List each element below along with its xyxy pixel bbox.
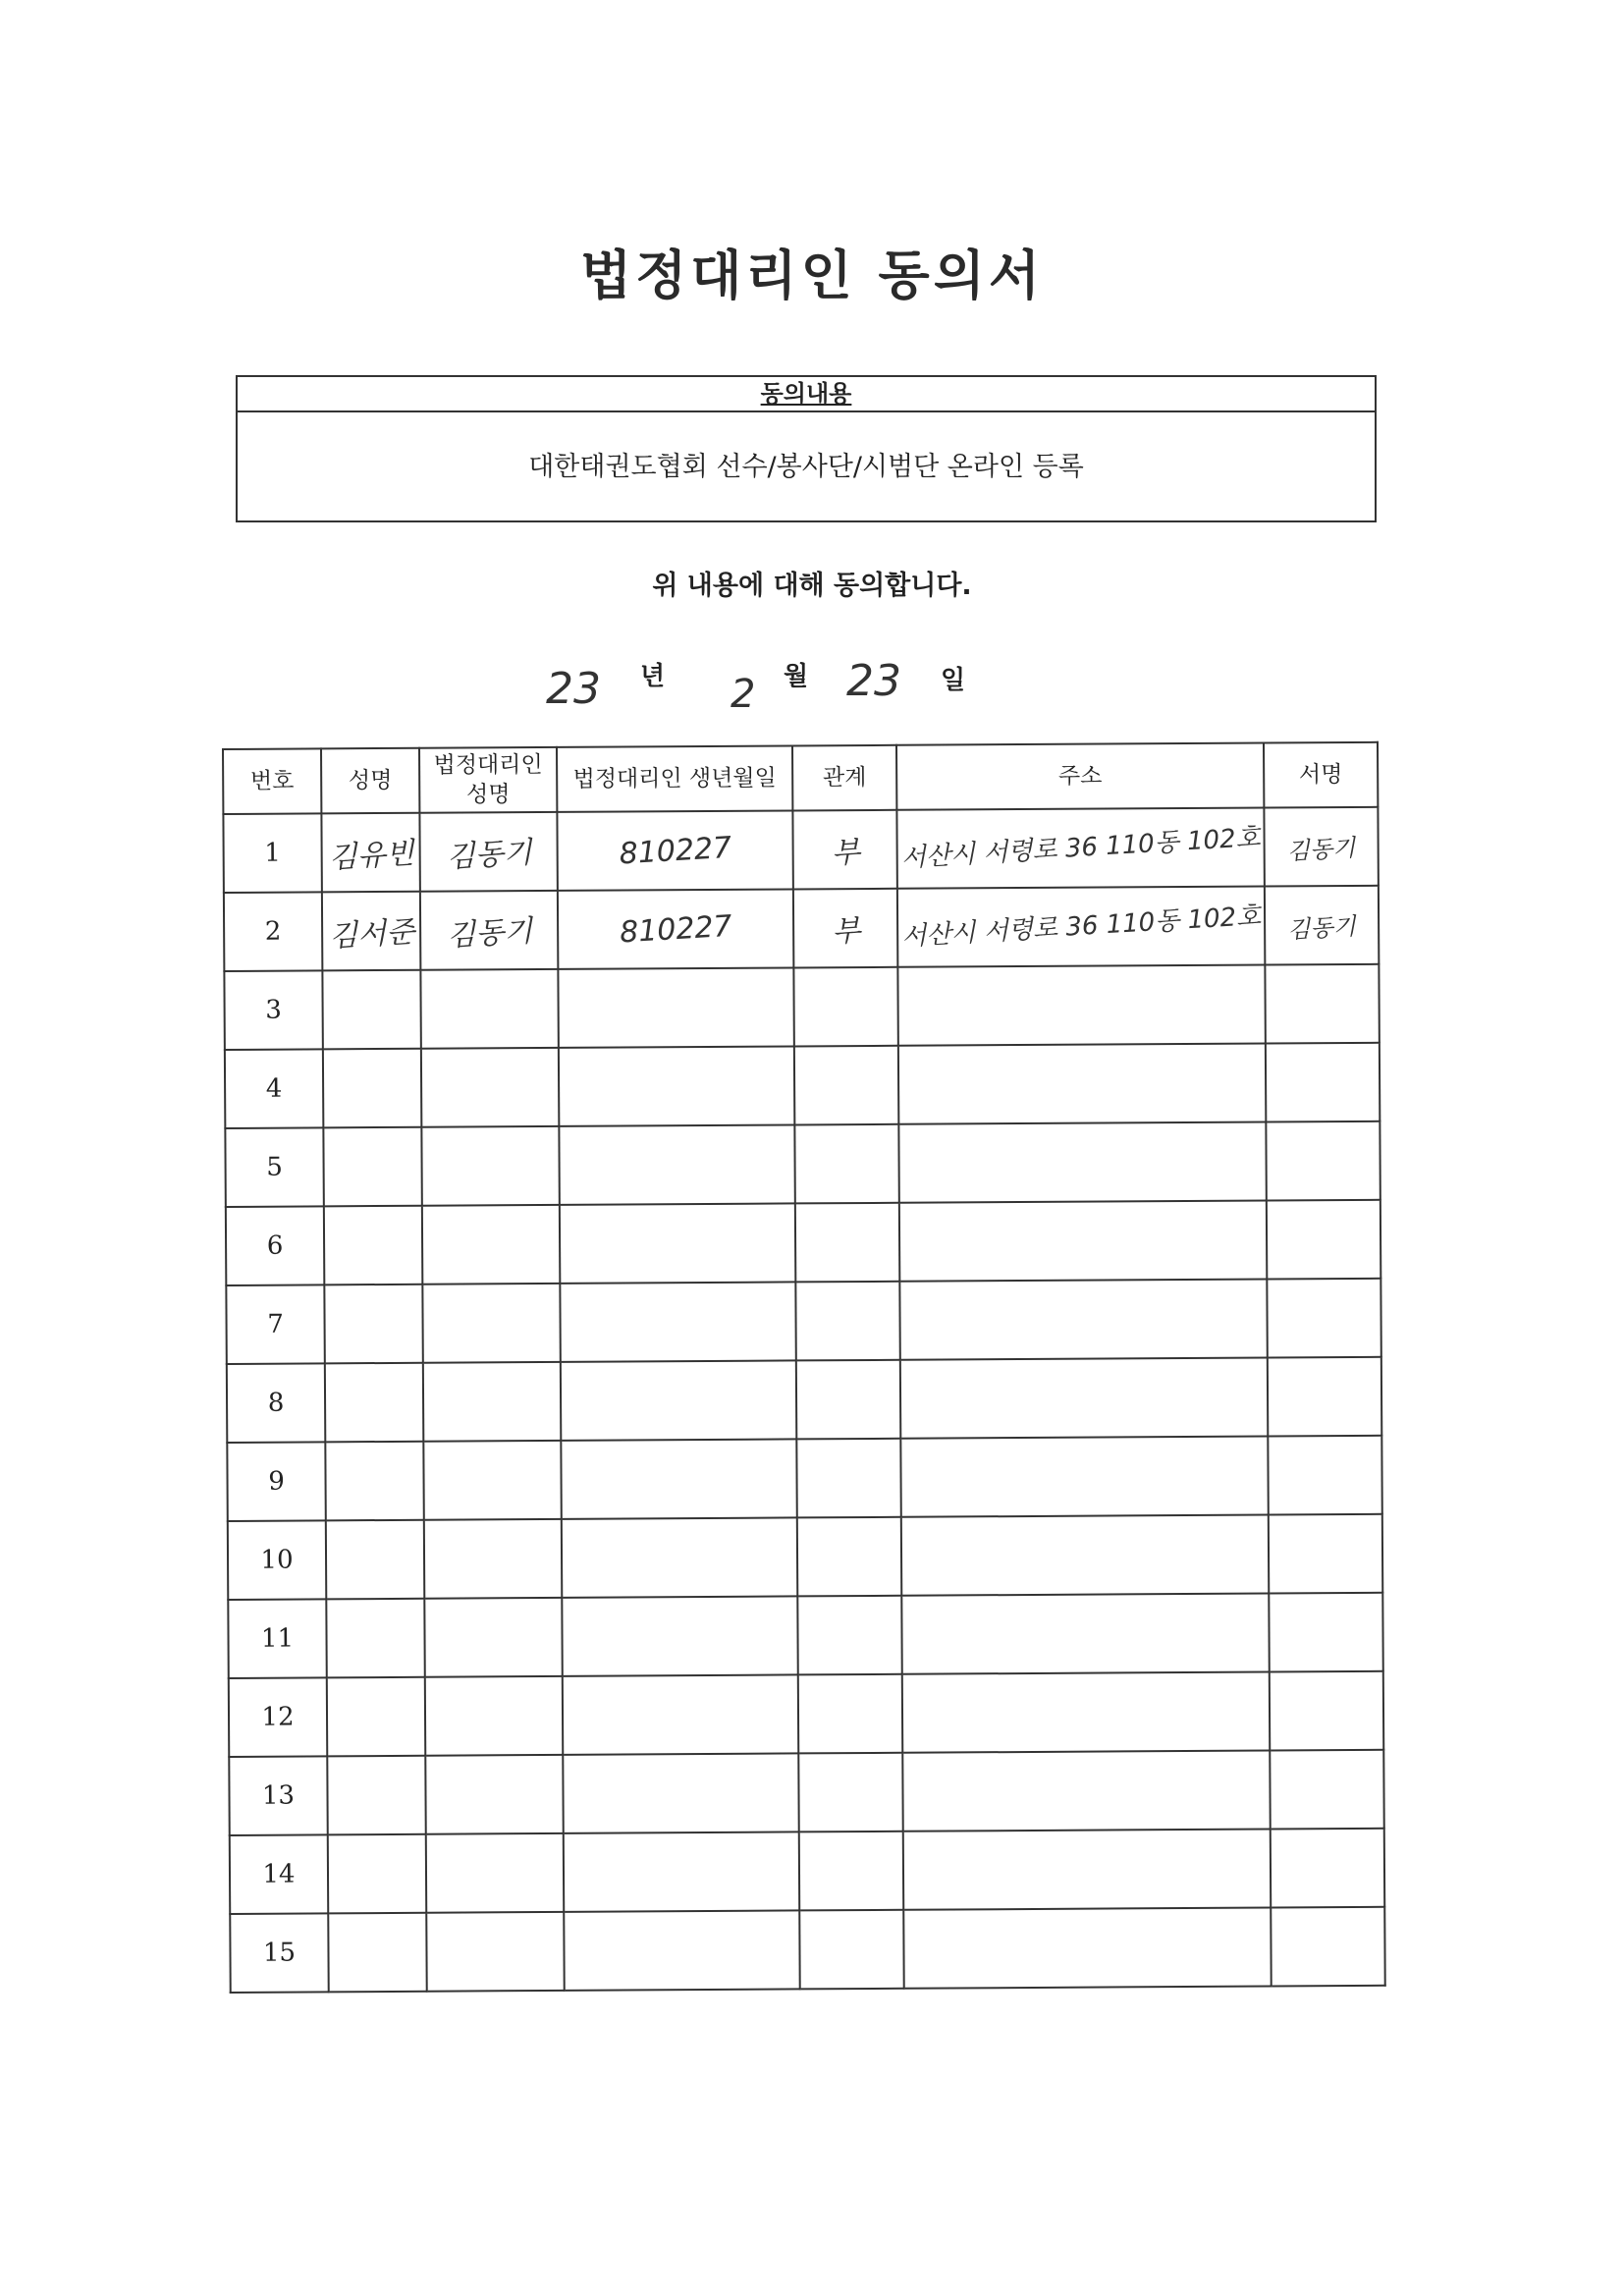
row-number: 7 [226, 1285, 324, 1364]
consent-box [236, 375, 1377, 522]
member-name: 김서준 [327, 914, 415, 955]
table-row [226, 1200, 1380, 1285]
col-header-signature: 서명 [1264, 742, 1378, 808]
day-label: 일 [941, 666, 966, 695]
month-label: 월 [784, 662, 809, 691]
date-year: 23 [546, 664, 601, 714]
agree-statement: 위 내용에 대해 동의합니다. [652, 571, 972, 601]
address: 서산시 서령로 36 110동 102호 [900, 901, 1262, 953]
row-number: 5 [225, 1127, 323, 1207]
table-row [223, 807, 1378, 893]
signature: 김동기 [1286, 911, 1357, 944]
row-number: 8 [227, 1363, 325, 1443]
row-number: 4 [225, 1049, 323, 1128]
col-header-relation: 관계 [792, 745, 896, 811]
address: 서산시 서령로 36 110동 102호 [899, 822, 1262, 874]
row-number: 10 [228, 1520, 326, 1600]
col-header-number: 번호 [223, 748, 321, 814]
table-row [228, 1593, 1382, 1678]
member-name: 김유빈 [327, 836, 415, 876]
signature: 김동기 [1286, 833, 1357, 865]
guardian-table [222, 741, 1386, 1994]
guardian-name: 김동기 [445, 913, 533, 954]
row-number: 14 [230, 1834, 328, 1914]
col-header-address: 주소 [896, 743, 1264, 810]
table-header-row [223, 742, 1378, 814]
table-row [229, 1671, 1383, 1757]
table-row [225, 1043, 1380, 1128]
table-row [224, 964, 1379, 1050]
date-day: 23 [846, 656, 901, 706]
row-number: 2 [224, 892, 322, 971]
row-number: 9 [227, 1442, 325, 1521]
table-row [224, 886, 1379, 971]
row-number: 3 [224, 970, 322, 1050]
col-header-guardian-name: 법정대리인 성명 [419, 747, 557, 813]
relation: 부 [830, 835, 861, 871]
consent-header: 동의내용 [760, 380, 852, 408]
consent-content: 대한태권도협회 선수/봉사단/시범단 온라인 등록 [528, 452, 1084, 482]
col-header-name: 성명 [321, 748, 419, 814]
row-number: 6 [226, 1206, 324, 1285]
table-row [230, 1829, 1384, 1914]
page-title: 법정대리인 동의서 [579, 245, 1045, 306]
row-number: 12 [229, 1677, 327, 1757]
table-row [228, 1514, 1382, 1600]
guardian-dob: 810227 [618, 830, 732, 871]
table-row [227, 1436, 1381, 1521]
guardian-name: 김동기 [445, 835, 533, 875]
table-row [225, 1121, 1380, 1207]
table-row [227, 1357, 1381, 1443]
table-row [226, 1279, 1380, 1364]
year-label: 년 [640, 662, 666, 691]
date-month: 2 [731, 672, 756, 717]
row-number: 1 [223, 813, 321, 893]
row-number: 15 [230, 1913, 328, 1993]
row-number: 13 [229, 1756, 327, 1835]
table-row [230, 1907, 1384, 1993]
relation: 부 [830, 913, 861, 950]
row-number: 11 [228, 1599, 326, 1678]
guardian-dob: 810227 [618, 908, 733, 950]
table-row [229, 1750, 1383, 1835]
col-header-guardian-dob: 법정대리인 생년월일 [557, 745, 792, 811]
